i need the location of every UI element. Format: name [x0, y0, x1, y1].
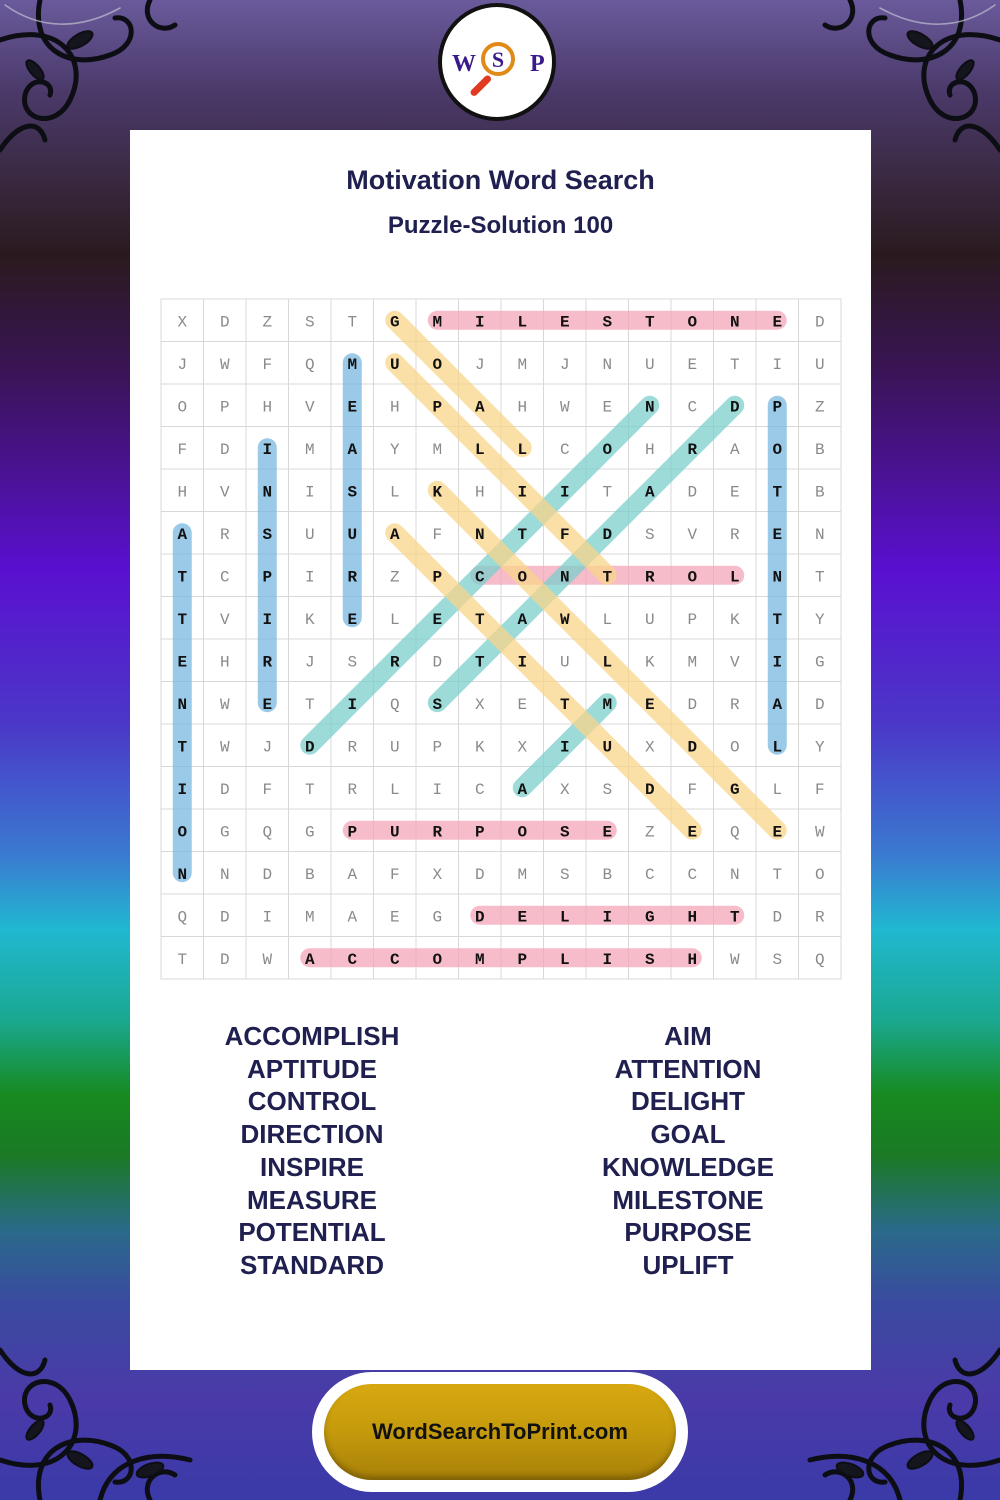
grid-letter-found: L — [559, 908, 570, 927]
grid-letter: D — [219, 950, 230, 969]
grid-letter-found: A — [517, 610, 528, 629]
word-list-item: DELIGHT — [630, 1086, 746, 1117]
page-title: Motivation Word Search — [346, 165, 655, 195]
grid-letter: K — [474, 738, 485, 757]
grid-letter: D — [219, 313, 230, 332]
grid-letter: I — [304, 483, 315, 502]
grid-letter: D — [814, 313, 825, 332]
grid-letter: S — [347, 653, 358, 672]
grid-letter: C — [559, 440, 570, 459]
grid-letter: X — [559, 780, 570, 799]
grid-letter-found: N — [474, 525, 485, 544]
grid-letter-found: P — [347, 823, 358, 842]
grid-letter-found: P — [262, 568, 273, 587]
grid-letter: M — [517, 355, 528, 374]
grid-letter: S — [304, 313, 315, 332]
grid-letter: A — [347, 865, 358, 884]
grid-letter-found: L — [517, 440, 528, 459]
grid-letter-found: I — [517, 483, 528, 502]
grid-letter-found: G — [389, 313, 400, 332]
grid-letter: Z — [644, 823, 655, 842]
grid-letter: R — [814, 908, 825, 927]
grid-letter-found: S — [644, 950, 655, 969]
word-list-column-1 — [132, 1020, 492, 1282]
grid-letter: V — [219, 483, 230, 502]
grid-letter: P — [432, 738, 443, 757]
site-link[interactable]: WordSearchToPrint.com — [324, 1384, 676, 1480]
grid-letter: T — [602, 483, 613, 502]
word-search-grid — [130, 130, 871, 990]
grid-letter: W — [262, 950, 273, 969]
grid-letter: J — [474, 355, 485, 374]
grid-letter-found: O — [517, 568, 528, 587]
grid-letter: U — [389, 738, 400, 757]
grid-letter-found: S — [262, 525, 273, 544]
grid-letter-found: G — [644, 908, 655, 927]
grid-letter-found: L — [517, 313, 528, 332]
grid-letter: V — [219, 610, 230, 629]
grid-letter-found: E — [644, 695, 655, 714]
grid-letter-found: C — [347, 950, 358, 969]
grid-letter-found: S — [559, 823, 570, 842]
grid-letter-found: I — [262, 440, 273, 459]
grid-letter-found: I — [177, 780, 188, 799]
grid-letter: W — [559, 398, 570, 417]
grid-letter-found: R — [432, 823, 443, 842]
grid-letter-found: M — [432, 313, 443, 332]
grid-letter-found: A — [474, 398, 485, 417]
grid-letter: C — [687, 398, 698, 417]
grid-letter-found: E — [262, 695, 273, 714]
word-list-column-2 — [508, 1020, 868, 1282]
grid-letter-found: M — [474, 950, 485, 969]
word-list-item: POTENTIAL — [238, 1217, 386, 1248]
grid-letter: R — [729, 695, 740, 714]
grid-letter: D — [772, 908, 783, 927]
grid-letter-found: I — [602, 908, 613, 927]
grid-letter-found: S — [432, 695, 443, 714]
grid-letter: S — [602, 780, 613, 799]
grid-letter: O — [729, 738, 740, 757]
grid-letter: R — [219, 525, 230, 544]
grid-letter-found: K — [432, 483, 443, 502]
grid-letter: X — [517, 738, 528, 757]
grid-letter-found: H — [687, 908, 698, 927]
grid-letter: H — [177, 483, 188, 502]
grid-letter: H — [517, 398, 528, 417]
grid-letter: D — [432, 653, 443, 672]
grid-letter-found: R — [262, 653, 273, 672]
grid-letter-found: T — [177, 610, 188, 629]
grid-letter-found: R — [347, 568, 358, 587]
grid-letter-found: T — [644, 313, 655, 332]
logo-letter-p: P — [530, 51, 545, 77]
grid-letter-found: W — [559, 610, 570, 629]
word-list-item: MILESTONE — [612, 1184, 764, 1215]
grid-letter: E — [687, 355, 698, 374]
grid-letter-found: U — [602, 738, 613, 757]
grid-letter-found: I — [602, 950, 613, 969]
grid-letter: Q — [389, 695, 400, 714]
word-list-item: AIM — [664, 1021, 712, 1051]
grid-letter: F — [687, 780, 698, 799]
grid-letter: T — [304, 695, 315, 714]
grid-letter: R — [347, 738, 358, 757]
grid-letter: H — [389, 398, 400, 417]
grid-letter: D — [219, 440, 230, 459]
grid-letter: R — [347, 780, 358, 799]
grid-letter: C — [644, 865, 655, 884]
grid-letter-found: E — [602, 823, 613, 842]
word-list-item: PURPOSE — [624, 1217, 752, 1248]
grid-letter: B — [814, 483, 825, 502]
grid-letter: E — [517, 695, 528, 714]
grid-letter: F — [177, 440, 188, 459]
grid-letter: T — [729, 355, 740, 374]
grid-letter: Y — [814, 610, 825, 629]
grid-letter-found: I — [517, 653, 528, 672]
grid-letter-found: I — [262, 610, 273, 629]
grid-letter: H — [474, 483, 485, 502]
grid-letter: S — [559, 865, 570, 884]
grid-letter-found: U — [347, 525, 358, 544]
grid-letter-found: T — [559, 695, 570, 714]
grid-letter-found: L — [474, 440, 485, 459]
grid-letter: L — [602, 610, 613, 629]
grid-letter-found: M — [602, 695, 613, 714]
grid-letter: A — [729, 440, 740, 459]
grid-letter: C — [219, 568, 230, 587]
grid-letter: D — [474, 865, 485, 884]
grid-letter-found: O — [432, 355, 443, 374]
footer-banner — [312, 1372, 688, 1492]
grid-letter-found: D — [602, 525, 613, 544]
grid-letter-found: N — [644, 398, 655, 417]
grid-letter: K — [729, 610, 740, 629]
grid-letter-found: T — [474, 610, 485, 629]
grid-letter: D — [262, 865, 273, 884]
grid-letter-found: T — [474, 653, 485, 672]
grid-letter-found: T — [772, 610, 783, 629]
grid-letter: E — [389, 908, 400, 927]
grid-letter-found: O — [687, 568, 698, 587]
grid-letter: D — [814, 695, 825, 714]
grid-letter: E — [602, 398, 613, 417]
grid-letter-found: T — [517, 525, 528, 544]
grid-letter: U — [304, 525, 315, 544]
grid-letter: N — [219, 865, 230, 884]
grid-letter-found: T — [177, 568, 188, 587]
grid-letter-found: A — [517, 780, 528, 799]
grid-letter: K — [304, 610, 315, 629]
grid-letter-found: N — [177, 695, 188, 714]
grid-letter-found: R — [389, 653, 400, 672]
grid-letter: L — [389, 780, 400, 799]
grid-letter: M — [432, 440, 443, 459]
grid-letter-found: E — [177, 653, 188, 672]
grid-letter: V — [687, 525, 698, 544]
grid-letter: S — [644, 525, 655, 544]
grid-letter-found: R — [644, 568, 655, 587]
grid-letter: Q — [177, 908, 188, 927]
word-list-item: ATTENTION — [614, 1053, 762, 1084]
grid-letter: R — [729, 525, 740, 544]
grid-letter-found: N — [559, 568, 570, 587]
word-list-item: APTITUDE — [247, 1053, 377, 1084]
grid-letter: N — [729, 865, 740, 884]
page-subtitle: Puzzle-Solution 100 — [387, 212, 614, 239]
grid-letter-found: E — [772, 525, 783, 544]
grid-letter: F — [262, 355, 273, 374]
grid-letter-found: O — [432, 950, 443, 969]
grid-letter: O — [814, 865, 825, 884]
grid-letter-found: E — [347, 610, 358, 629]
grid-letter: I — [772, 355, 783, 374]
grid-letter-found: L — [602, 653, 613, 672]
grid-letter-found: C — [474, 568, 485, 587]
grid-letter: G — [814, 653, 825, 672]
grid-letter: U — [644, 610, 655, 629]
grid-letter: B — [304, 865, 315, 884]
grid-letter-found: L — [772, 738, 783, 757]
grid-letter: W — [814, 823, 825, 842]
grid-letter: Q — [729, 823, 740, 842]
grid-letter: M — [517, 865, 528, 884]
grid-letter: Y — [389, 440, 400, 459]
grid-letter-found: G — [729, 780, 740, 799]
grid-letter: P — [687, 610, 698, 629]
grid-letter: I — [304, 568, 315, 587]
grid-letter: T — [347, 313, 358, 332]
grid-letter: G — [432, 908, 443, 927]
grid-letter: W — [219, 355, 230, 374]
grid-letter: X — [474, 695, 485, 714]
grid-letter: A — [347, 908, 358, 927]
grid-letter-found: T — [602, 568, 613, 587]
grid-letter: T — [177, 950, 188, 969]
grid-letter: J — [177, 355, 188, 374]
grid-letter-found: E — [559, 313, 570, 332]
grid-letter-found: F — [559, 525, 570, 544]
grid-letter: D — [219, 780, 230, 799]
grid-letter: L — [389, 483, 400, 502]
grid-letter: W — [729, 950, 740, 969]
grid-letter: T — [772, 865, 783, 884]
grid-letter: Q — [814, 950, 825, 969]
grid-letter: J — [304, 653, 315, 672]
grid-letter: T — [304, 780, 315, 799]
grid-letter: L — [389, 610, 400, 629]
word-list-item: UPLIFT — [642, 1249, 734, 1280]
grid-letter-found: D — [687, 738, 698, 757]
word-list-item: KNOWLEDGE — [602, 1151, 774, 1182]
grid-letter: C — [474, 780, 485, 799]
grid-letter-found: L — [559, 950, 570, 969]
grid-letter-found: A — [644, 483, 655, 502]
grid-letter-found: A — [304, 950, 315, 969]
grid-letter: V — [729, 653, 740, 672]
grid-letter-found: N — [177, 865, 188, 884]
grid-letter: N — [814, 525, 825, 544]
grid-letter: H — [219, 653, 230, 672]
grid-letter: N — [602, 355, 613, 374]
grid-letter-found: P — [772, 398, 783, 417]
grid-letter-found: A — [772, 695, 783, 714]
grid-letter-found: E — [432, 610, 443, 629]
grid-letter: B — [602, 865, 613, 884]
grid-letter-found: E — [517, 908, 528, 927]
grid-letter-found: E — [687, 823, 698, 842]
grid-letter: Q — [304, 355, 315, 374]
word-list-item: MEASURE — [246, 1184, 377, 1215]
grid-letter: I — [262, 908, 273, 927]
grid-letter-found: N — [262, 483, 273, 502]
grid-letter-found: P — [474, 823, 485, 842]
wsp-logo — [438, 3, 556, 121]
grid-letter: G — [219, 823, 230, 842]
grid-letter-found: P — [432, 398, 443, 417]
grid-letter: F — [432, 525, 443, 544]
grid-letter-found: E — [772, 313, 783, 332]
grid-letter: I — [432, 780, 443, 799]
grid-letter: W — [219, 695, 230, 714]
grid-letter-found: E — [772, 823, 783, 842]
word-list-item: ACCOMPLISH — [224, 1021, 400, 1051]
puzzle-sheet — [130, 130, 871, 1370]
grid-letter-found: D — [474, 908, 485, 927]
grid-letter-found: P — [517, 950, 528, 969]
grid-letter: U — [814, 355, 825, 374]
word-list-item: STANDARD — [240, 1249, 384, 1280]
grid-letter: F — [389, 865, 400, 884]
grid-letter: C — [687, 865, 698, 884]
grid-letter: W — [219, 738, 230, 757]
grid-letter: X — [644, 738, 655, 757]
grid-letter: Z — [262, 313, 273, 332]
grid-letter: D — [687, 483, 698, 502]
grid-letter: F — [262, 780, 273, 799]
grid-letter: B — [814, 440, 825, 459]
grid-letter: H — [644, 440, 655, 459]
grid-letter-found: O — [687, 313, 698, 332]
grid-letter-found: D — [644, 780, 655, 799]
grid-letter-found: N — [772, 568, 783, 587]
grid-letter-found: L — [729, 568, 740, 587]
grid-letter: D — [687, 695, 698, 714]
word-list-item: CONTROL — [247, 1086, 377, 1117]
grid-letter-found: O — [517, 823, 528, 842]
grid-letter: F — [814, 780, 825, 799]
grid-letter-found: I — [772, 653, 783, 672]
grid-letter: Q — [262, 823, 273, 842]
word-list-item: INSPIRE — [259, 1151, 365, 1182]
grid-letter-found: A — [389, 525, 400, 544]
grid-letter: G — [304, 823, 315, 842]
grid-letter: S — [772, 950, 783, 969]
grid-letter-found: T — [177, 738, 188, 757]
grid-letter-found: U — [389, 823, 400, 842]
grid-letter-found: N — [729, 313, 740, 332]
magnifier-icon: S — [481, 42, 515, 76]
grid-letter-found: I — [474, 313, 485, 332]
grid-letter: J — [559, 355, 570, 374]
grid-letter: M — [687, 653, 698, 672]
grid-letter: H — [262, 398, 273, 417]
grid-letter: M — [304, 440, 315, 459]
grid-letter: O — [177, 398, 188, 417]
grid-letter-found: T — [729, 908, 740, 927]
grid-letter-found: P — [432, 568, 443, 587]
grid-letter: Y — [814, 738, 825, 757]
grid-letter-found: D — [304, 738, 315, 757]
grid-letter: D — [219, 908, 230, 927]
grid-letter-found: D — [729, 398, 740, 417]
word-list-item: GOAL — [650, 1119, 726, 1150]
grid-letter-found: C — [389, 950, 400, 969]
word-list-item: DIRECTION — [240, 1119, 384, 1150]
grid-letter-found: S — [602, 313, 613, 332]
grid-letter-found: O — [772, 440, 783, 459]
grid-letter-found: I — [559, 738, 570, 757]
grid-letter-found: A — [177, 525, 188, 544]
grid-letter-found: H — [687, 950, 698, 969]
grid-letter-found: M — [347, 355, 358, 374]
grid-letter: J — [262, 738, 273, 757]
grid-letter-found: T — [772, 483, 783, 502]
grid-letter: K — [644, 653, 655, 672]
grid-letter: Z — [814, 398, 825, 417]
grid-letter-found: S — [347, 483, 358, 502]
grid-letter-found: I — [559, 483, 570, 502]
grid-letter-found: A — [347, 440, 358, 459]
grid-letter-found: I — [347, 695, 358, 714]
grid-letter: Z — [389, 568, 400, 587]
grid-letter: P — [219, 398, 230, 417]
grid-letter: E — [729, 483, 740, 502]
grid-letter: X — [432, 865, 443, 884]
grid-letter: M — [304, 908, 315, 927]
grid-letter: X — [177, 313, 188, 332]
grid-letter: T — [814, 568, 825, 587]
grid-letter-found: O — [602, 440, 613, 459]
grid-letter-found: R — [687, 440, 698, 459]
logo-letter-w: W — [452, 51, 476, 77]
grid-letter: U — [559, 653, 570, 672]
grid-letter-found: O — [177, 823, 188, 842]
grid-letter: V — [304, 398, 315, 417]
grid-letter: U — [644, 355, 655, 374]
grid-letter: L — [772, 780, 783, 799]
grid-letter-found: U — [389, 355, 400, 374]
grid-letter-found: E — [347, 398, 358, 417]
